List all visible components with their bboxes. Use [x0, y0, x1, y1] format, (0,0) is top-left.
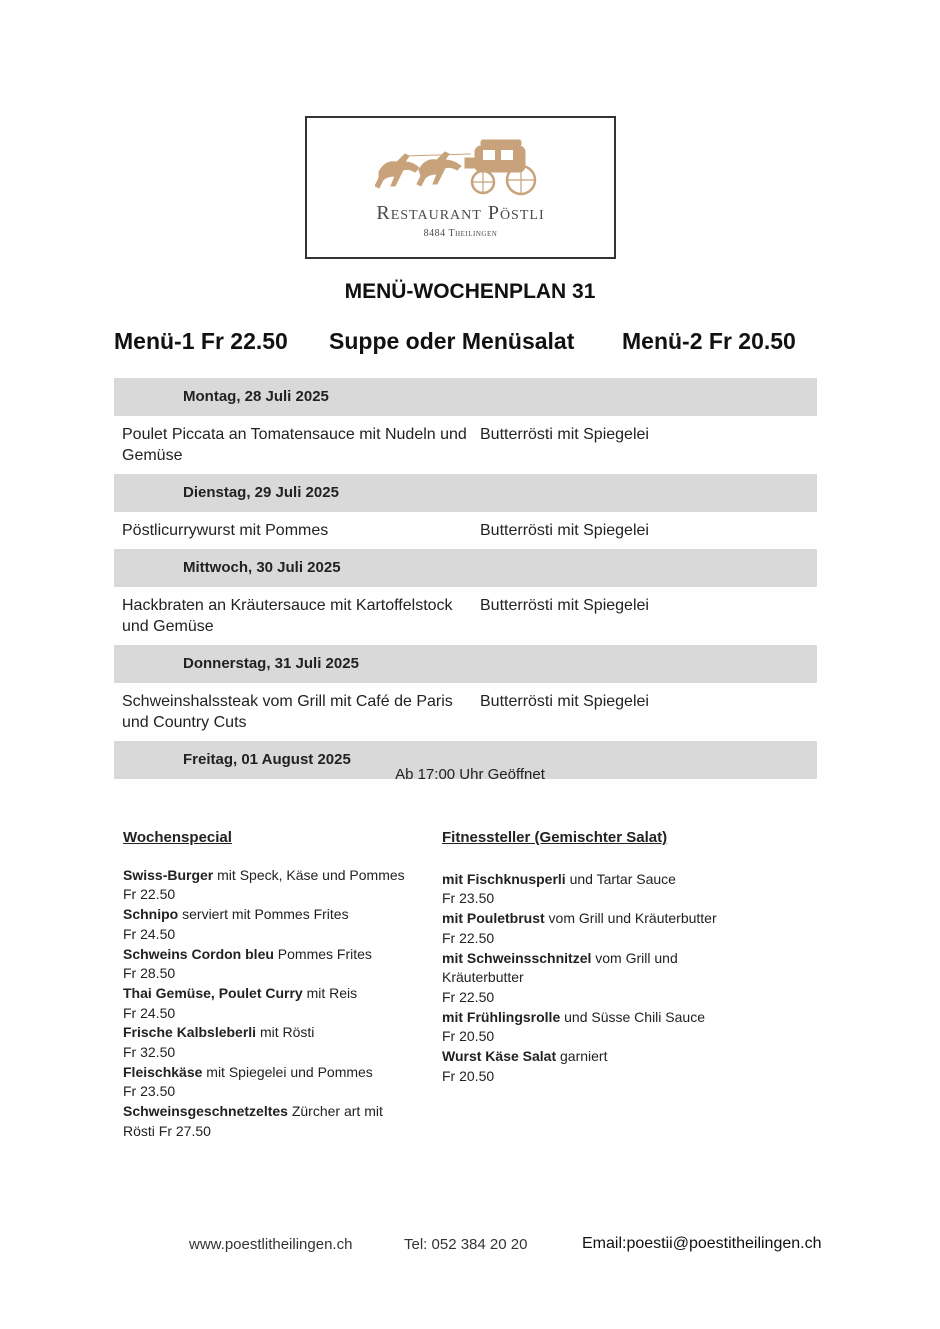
special-item: [123, 905, 433, 925]
day-header-thursday: Donnerstag, 31 Juli 2025: [114, 645, 817, 683]
special-item-desc: mit Rösti: [256, 1024, 315, 1041]
special-item-price: Fr 22.50: [123, 886, 176, 903]
logo-location: 8484 Theilingen: [423, 228, 498, 239]
page-title: MENÜ-WOCHENPLAN 31: [344, 280, 596, 303]
stagecoach-icon: [375, 132, 547, 200]
day-header-friday: Freitag, 01 August 2025: [114, 741, 817, 779]
dish-row-wednesday: [114, 587, 817, 645]
special-item-desc: mit Spiegelei und Pommes: [202, 1063, 373, 1080]
weekly-menu-table: [114, 378, 817, 779]
fitness-item-name: mit Fischknusperli: [442, 870, 566, 887]
menu2-dish: Butterrösti mit Spiegelei: [480, 597, 649, 614]
special-item-name: Schnipo: [123, 906, 179, 923]
fitness-item: [442, 949, 742, 988]
menu1-dish: Poulet Piccata an Tomatensauce mit Nudeln und Gemüse: [122, 426, 467, 464]
fitness-item-desc: vom Grill und Kräuterbutter: [544, 910, 717, 927]
special-item-price: Rösti Fr 27.50: [123, 1122, 211, 1139]
fitnessteller-section: [442, 828, 742, 1086]
menu2-dish: Butterrösti mit Spiegelei: [480, 426, 649, 443]
fitness-item-name: mit Pouletbrust: [442, 910, 545, 927]
fitness-item: [442, 1047, 742, 1067]
menu2-dish: Butterrösti mit Spiegelei: [480, 522, 649, 539]
special-item-desc: Zürcher art mit: [287, 1103, 383, 1120]
fitness-item: [442, 1008, 742, 1028]
special-item: [123, 1023, 433, 1043]
fitness-item-name: mit Frühlingsrolle: [442, 1008, 561, 1025]
menu1-dish: Pöstlicurrywurst mit Pommes: [122, 522, 329, 539]
special-item: [123, 945, 433, 965]
dish-row-monday: [114, 416, 817, 474]
footer-email[interactable]: Email:poestii@poestitheilingen.ch: [582, 1235, 822, 1252]
special-item-price: Fr 28.50: [123, 965, 176, 982]
special-item-price: Fr 24.50: [123, 925, 176, 942]
special-item-price: Fr 32.50: [123, 1044, 176, 1061]
footer-website[interactable]: www.poestlitheilingen.ch: [189, 1236, 353, 1253]
logo-restaurant-name: Restaurant Pöstli: [376, 202, 545, 224]
footer-phone[interactable]: Tel: 052 384 20 20: [404, 1236, 528, 1253]
special-item-name: Schweins Cordon bleu: [123, 945, 274, 962]
special-item-price: Fr 23.50: [123, 1083, 176, 1100]
special-item-desc: mit Reis: [302, 984, 358, 1001]
fitness-item-price: Fr 20.50: [442, 1067, 495, 1084]
special-item-name: Thai Gemüse, Poulet Curry: [123, 984, 303, 1001]
menu1-price: Menü-1 Fr 22.50: [114, 328, 288, 354]
day-header-wednesday: Mittwoch, 30 Juli 2025: [114, 549, 817, 587]
fitness-item: [442, 909, 742, 929]
soup-or-salad: Suppe oder Menüsalat: [329, 328, 575, 354]
wochenspecial-section: [123, 828, 433, 1142]
menu2-price: Menü-2 Fr 20.50: [622, 328, 796, 354]
menu1-dish: Hackbraten an Kräutersauce mit Kartoffelstock und Gemüse: [122, 597, 453, 635]
day-header-monday: Montag, 28 Juli 2025: [114, 378, 817, 416]
special-item: [123, 984, 433, 1004]
fitness-item-price: Fr 23.50: [442, 890, 495, 907]
fitness-item-price: Fr 20.50: [442, 1028, 495, 1045]
dish-row-tuesday: [114, 512, 817, 549]
dish-row-thursday: [114, 683, 817, 741]
special-item-desc: mit Speck, Käse und Pommes: [213, 866, 405, 883]
menu1-dish: Schweinshalssteak vom Grill mit Café de Paris und Country Cuts: [122, 693, 453, 731]
fitness-item-desc: und Süsse Chili Sauce: [560, 1008, 705, 1025]
fitnessteller-heading: Fitnessteller (Gemischter Salat): [442, 829, 668, 846]
fitness-item-desc: vom Grill und Kräuterbutter: [442, 949, 678, 986]
special-item: [123, 1063, 433, 1083]
restaurant-logo: [305, 116, 616, 259]
fitness-item-price: Fr 22.50: [442, 988, 495, 1005]
fitness-item-price: Fr 22.50: [442, 929, 495, 946]
special-item-price: Fr 24.50: [123, 1004, 176, 1021]
special-item-name: Frische Kalbsleberli: [123, 1024, 257, 1041]
wochenspecial-heading: Wochenspecial: [123, 829, 232, 846]
special-item-name: Schweinsgeschnetzeltes: [123, 1103, 288, 1120]
special-item-desc: serviert mit Pommes Frites: [178, 906, 349, 923]
day-header-tuesday: Dienstag, 29 Juli 2025: [114, 474, 817, 512]
menu2-dish: Butterrösti mit Spiegelei: [480, 693, 649, 710]
special-item: [123, 1102, 433, 1122]
special-item: [123, 866, 433, 886]
fitness-item-desc: garniert: [556, 1048, 608, 1065]
fitness-item-name: mit Schweinsschnitzel: [442, 949, 592, 966]
fitness-item-name: Wurst Käse Salat: [442, 1048, 557, 1065]
friday-opening-note: Ab 17:00 Uhr Geöffnet: [395, 766, 545, 783]
special-item-desc: Pommes Frites: [273, 945, 372, 962]
special-item-name: Fleischkäse: [123, 1063, 203, 1080]
fitness-item-desc: und Tartar Sauce: [565, 870, 676, 887]
special-item-name: Swiss-Burger: [123, 866, 214, 883]
fitness-item: [442, 870, 742, 890]
